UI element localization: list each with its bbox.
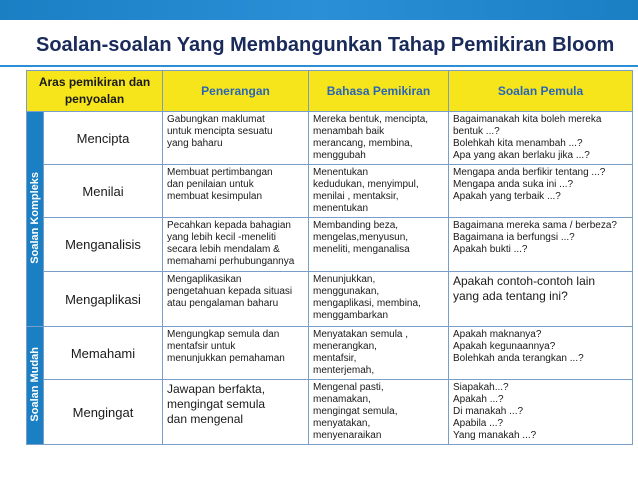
table-row xyxy=(27,218,633,272)
text-line: pengetahuan kepada situasi xyxy=(167,286,293,297)
text-line: Apakah ...? xyxy=(453,394,504,405)
text-line: menentukan xyxy=(313,203,369,214)
soalan-cell xyxy=(449,218,633,272)
penerangan-cell xyxy=(163,112,309,165)
text-line: mentafsir untuk xyxy=(167,341,236,352)
soalan-cell xyxy=(449,380,633,445)
group-label-kompleks xyxy=(27,112,44,327)
table-row xyxy=(27,327,633,380)
level-memahami: Memahami xyxy=(44,327,163,380)
text-line: Bagaimana ia berfungsi ...? xyxy=(453,232,575,243)
bloom-table xyxy=(26,70,633,445)
penerangan-cell xyxy=(163,272,309,327)
text-line: Membanding beza, xyxy=(313,220,399,231)
text-line: yang ada tentang ini? xyxy=(453,289,568,303)
text-line: Yang manakah ...? xyxy=(453,430,537,441)
bahasa-cell xyxy=(309,165,449,218)
text-line: menilai , mentaksir, xyxy=(313,191,399,202)
bahasa-cell xyxy=(309,327,449,380)
group-label-mudah xyxy=(27,327,44,445)
header-aras-line2: penyoalan xyxy=(64,92,125,106)
text-line: Bolehkah kita menambah ...? xyxy=(453,138,583,149)
text-line: membuat kesimpulan xyxy=(167,191,263,202)
group-label-mudah-text: Soalan Mudah xyxy=(29,346,41,422)
text-line: Menunjukkan, xyxy=(313,274,376,285)
text-line: Bagaimana mereka sama / berbeza? xyxy=(453,220,617,231)
text-line: atau pengalaman baharu xyxy=(167,298,279,309)
level-menganalisis: Menganalisis xyxy=(44,218,163,272)
text-line: Mereka bentuk, mencipta, xyxy=(313,114,429,125)
text-line: menyenaraikan xyxy=(313,430,382,441)
header-soalan: Soalan Pemula xyxy=(449,71,633,112)
table-row xyxy=(27,272,633,327)
text-line: Mengenal pasti, xyxy=(313,382,384,393)
text-line: Apabila ...? xyxy=(453,418,504,429)
level-mencipta: Mencipta xyxy=(44,112,163,165)
header-aras-line1: Aras pemikiran dan xyxy=(38,75,151,89)
text-line: Apakah yang terbaik ...? xyxy=(453,191,561,202)
text-line: dan penilaian untuk xyxy=(167,179,254,190)
text-line: menunjukkan pemahaman xyxy=(167,353,285,364)
header-aras xyxy=(27,71,163,112)
header-bahasa: Bahasa Pemikiran xyxy=(309,71,449,112)
text-line: Apakah maknanya? xyxy=(453,329,542,340)
text-line: yang lebih kecil -meneliti xyxy=(167,232,276,243)
penerangan-cell xyxy=(163,165,309,218)
soalan-cell xyxy=(449,112,633,165)
text-line: Menyatakan semula , xyxy=(313,329,409,340)
soalan-cell xyxy=(449,272,633,327)
group-label-kompleks-text: Soalan Kompleks xyxy=(29,171,41,264)
text-line: Pecahkan kepada bahagian xyxy=(167,220,291,231)
text-line: secara lebih mendalam & xyxy=(167,244,280,255)
text-line: menggunakan, xyxy=(313,286,380,297)
text-line: mengaplikasi, membina, xyxy=(313,298,421,309)
text-line: menyatakan, xyxy=(313,418,371,429)
text-line: Mengaplikasikan xyxy=(167,274,242,285)
text-line: Mengungkap semula dan xyxy=(167,329,280,340)
text-line: Apakah bukti ...? xyxy=(453,244,528,255)
text-line: Jawapan berfakta, xyxy=(167,382,266,396)
table-row xyxy=(27,165,633,218)
bahasa-cell xyxy=(309,380,449,445)
level-mengingat: Mengingat xyxy=(44,380,163,445)
text-line: Siapakah...? xyxy=(453,382,509,393)
table-row xyxy=(27,380,633,445)
text-line: mengelas,menyusun, xyxy=(313,232,409,243)
text-line: untuk mencipta sesuatu xyxy=(167,126,273,137)
top-accent-bar xyxy=(0,0,638,20)
text-line: menterjemah, xyxy=(313,365,375,376)
text-line: Mengapa anda suka ini ...? xyxy=(453,179,574,190)
text-line: Menentukan xyxy=(313,167,369,178)
slide-title: Soalan-soalan Yang Membangunkan Tahap Pemikiran Bloom xyxy=(36,34,615,56)
text-line: mengingat semula xyxy=(167,397,266,411)
text-line: menerangkan, xyxy=(313,341,377,352)
level-mengaplikasi: Mengaplikasi xyxy=(44,272,163,327)
level-menilai: Menilai xyxy=(44,165,163,218)
text-line: kedudukan, menyimpul, xyxy=(313,179,419,190)
bahasa-cell xyxy=(309,218,449,272)
text-line: Apakah kegunaannya? xyxy=(453,341,556,352)
text-line: Di manakah ...? xyxy=(453,406,524,417)
bahasa-cell xyxy=(309,112,449,165)
title-underline xyxy=(0,65,638,67)
text-line: Mengapa anda berfikir tentang ...? xyxy=(453,167,606,178)
text-line: meneliti, menganalisa xyxy=(313,244,410,255)
soalan-cell xyxy=(449,165,633,218)
text-line: menggubah xyxy=(313,150,366,161)
header-penerangan: Penerangan xyxy=(163,71,309,112)
header-row xyxy=(27,71,633,112)
text-line: Apakah contoh-contoh lain xyxy=(453,274,596,288)
text-line: Bolehkah anda terangkan ...? xyxy=(453,353,584,364)
penerangan-cell xyxy=(163,327,309,380)
penerangan-cell xyxy=(163,380,309,445)
text-line: dan mengenal xyxy=(167,412,244,426)
text-line: menambah baik xyxy=(313,126,385,137)
soalan-cell xyxy=(449,327,633,380)
bahasa-cell xyxy=(309,272,449,327)
text-line: memahami perhubungannya xyxy=(167,256,295,267)
text-line: mentafsir, xyxy=(313,353,357,364)
text-line: yang baharu xyxy=(167,138,223,149)
penerangan-cell xyxy=(163,218,309,272)
text-line: Membuat pertimbangan xyxy=(167,167,273,178)
text-line: menggambarkan xyxy=(313,310,389,321)
text-line: bentuk ...? xyxy=(453,126,500,137)
table-row xyxy=(27,112,633,165)
text-line: merancang, membina, xyxy=(313,138,413,149)
text-line: mengingat semula, xyxy=(313,406,398,417)
text-line: Apa yang akan berlaku jika ...? xyxy=(453,150,590,161)
text-line: Bagaimanakah kita boleh mereka xyxy=(453,114,602,125)
text-line: menamakan, xyxy=(313,394,371,405)
text-line: Gabungkan maklumat xyxy=(167,114,265,125)
